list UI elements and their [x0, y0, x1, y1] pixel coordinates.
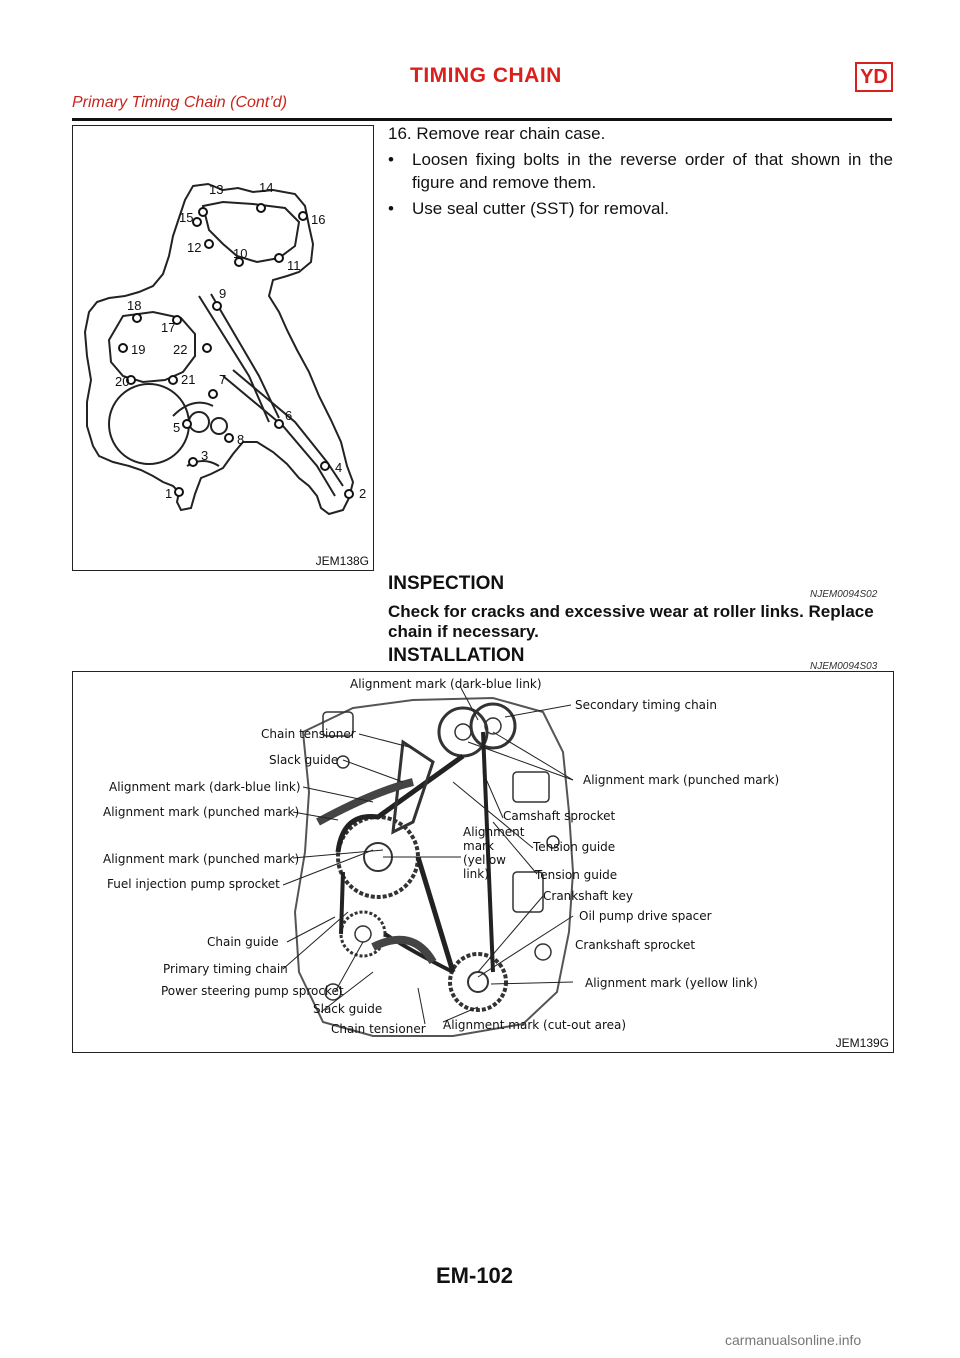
- bolt-label-10: 10: [233, 246, 248, 261]
- label-align-punched-left1: Alignment mark (punched mark): [103, 805, 300, 819]
- bolt-label-5: 5: [173, 420, 181, 435]
- bolt-label-3: 3: [201, 448, 209, 463]
- bolt-label-4: 4: [335, 460, 343, 475]
- bolt-label-21: 21: [181, 372, 196, 387]
- bolt-label-1: 1: [165, 486, 173, 501]
- inspection-text: Check for cracks and excessive wear at roller links. Replace chain if necessary.: [388, 602, 874, 641]
- label-oil-pump-spacer: Oil pump drive spacer: [579, 909, 712, 923]
- page-number: EM-102: [436, 1263, 514, 1288]
- bolt-label-8: 8: [237, 432, 245, 447]
- label-primary-chain: Primary timing chain: [163, 962, 288, 976]
- section-subtitle: Primary Timing Chain (Cont’d): [72, 94, 288, 111]
- bolt-label-2: 2: [359, 486, 367, 501]
- header-rule: [72, 118, 892, 121]
- label-slack-guide-bottom: Slack guide: [313, 1002, 383, 1016]
- bolt-label-18: 18: [127, 298, 142, 313]
- label-secondary-chain: Secondary timing chain: [575, 698, 717, 712]
- bolt-label-13: 13: [209, 182, 224, 197]
- label-tension-guide-1: Tension guide: [533, 840, 616, 854]
- removal-step: 16. Remove rear chain case.: [388, 124, 606, 143]
- inspection-heading: INSPECTION: [388, 573, 505, 594]
- bolt-label-12: 12: [187, 240, 202, 255]
- label-align-punched-right: Alignment mark (punched mark): [583, 773, 780, 787]
- watermark: carmanualsonline.info: [725, 1332, 862, 1348]
- label-align-punched-left2: Alignment mark (punched mark): [103, 852, 300, 866]
- bolt-label-17: 17: [161, 320, 176, 335]
- bullet-mark: •: [388, 199, 394, 218]
- label-align-dark-blue-top: Alignment mark (dark-blue link): [350, 677, 542, 691]
- label-chain-tensioner-bottom: Chain tensioner: [331, 1022, 426, 1036]
- bolt-label-22: 22: [173, 342, 188, 357]
- inspection-code: NJEM0094S02: [810, 589, 878, 600]
- label-crankshaft-sprocket: Crankshaft sprocket: [575, 938, 696, 952]
- removal-bullet-2: • Use seal cutter (SST) for removal.: [388, 199, 669, 218]
- label-align-yellow-mid: Alignment mark (yellow link): [463, 825, 525, 881]
- figure2-caption: JEM139G: [835, 1036, 889, 1050]
- label-tension-guide-2: Tension guide: [535, 868, 618, 882]
- bolt-label-14: 14: [259, 180, 274, 195]
- label-align-cutout: Alignment mark (cut-out area): [443, 1018, 627, 1032]
- bolt-label-20: 20: [115, 374, 130, 389]
- label-ps-pump-sprocket: Power steering pump sprocket: [161, 984, 344, 998]
- bolt-label-11: 11: [287, 258, 301, 273]
- engine-code-badge: YD: [855, 62, 893, 92]
- bolt-label-19: 19: [131, 342, 146, 357]
- bolt-label-16: 16: [311, 212, 326, 227]
- figure-installation: [72, 671, 894, 1053]
- bolt-label-7: 7: [219, 372, 227, 387]
- label-crankshaft-key: Crankshaft key: [543, 889, 633, 903]
- rear-chain-case-drawing: [73, 126, 373, 570]
- label-slack-guide-top: Slack guide: [269, 753, 339, 767]
- figure1-caption: JEM138G: [315, 554, 369, 568]
- installation-heading: INSTALLATION: [388, 645, 525, 666]
- label-chain-tensioner-top: Chain tensioner: [261, 727, 356, 741]
- label-camshaft-sprocket: Camshaft sprocket: [503, 809, 616, 823]
- label-align-dark-blue-left: Alignment mark (dark-blue link): [109, 780, 301, 794]
- figure-bolt-order: [72, 125, 374, 571]
- bolt-label-15: 15: [179, 210, 194, 225]
- label-chain-guide: Chain guide: [207, 935, 279, 949]
- bullet-mark: •: [388, 150, 394, 169]
- label-fuel-pump-sprocket: Fuel injection pump sprocket: [107, 877, 280, 891]
- bolt-label-6: 6: [285, 408, 293, 423]
- installation-code: NJEM0094S03: [810, 661, 878, 672]
- label-align-yellow-right: Alignment mark (yellow link): [585, 976, 758, 990]
- bolt-label-9: 9: [219, 286, 227, 301]
- removal-bullet-1: • Loosen fixing bolts in the reverse order of that shown in the figure and remove them.: [388, 150, 893, 192]
- section-title: TIMING CHAIN: [410, 64, 562, 87]
